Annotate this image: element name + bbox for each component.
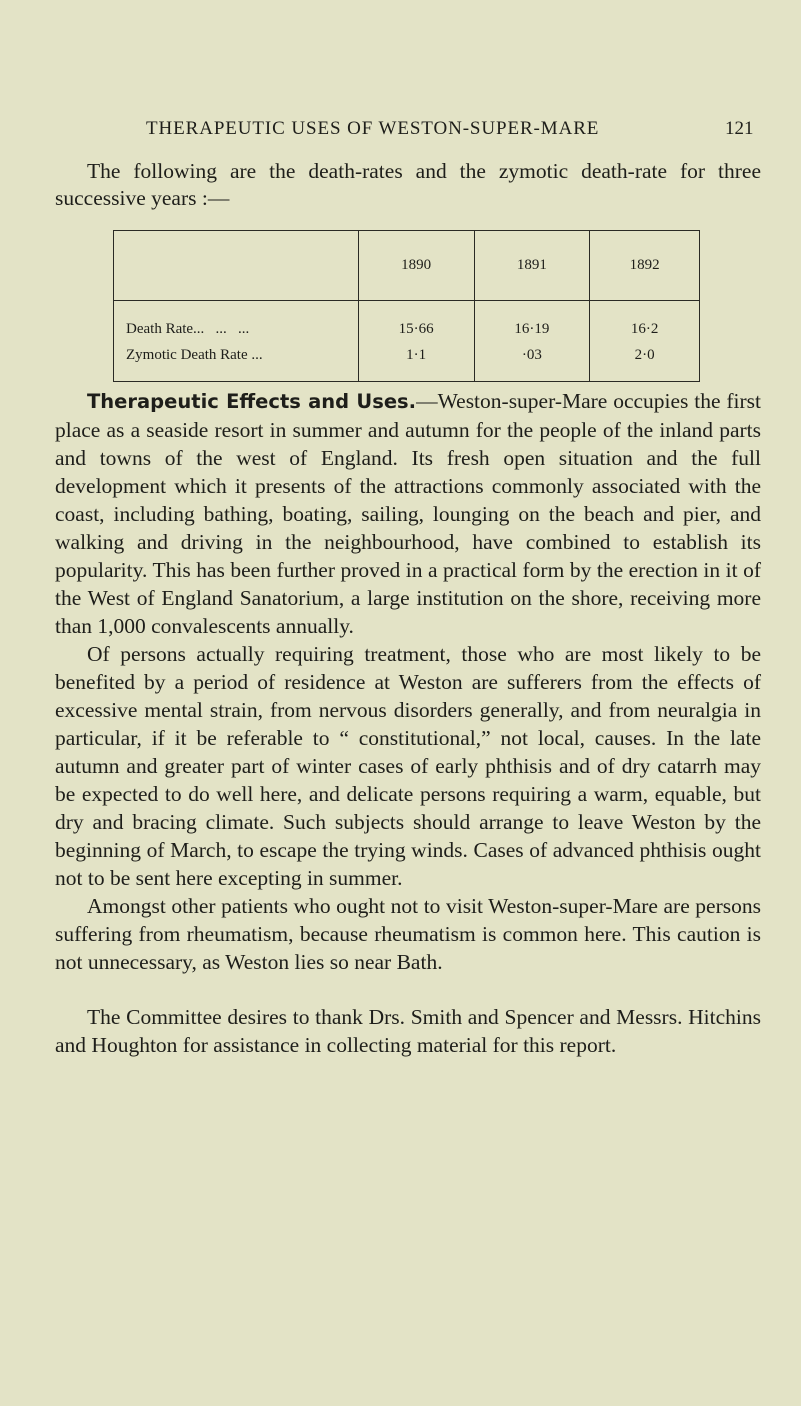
table-cell: 2·0 (590, 347, 700, 381)
column-header: 1891 (474, 231, 590, 301)
row-label: Zymotic Death Rate ... (114, 347, 359, 381)
table-cell: ·03 (474, 347, 590, 381)
death-rate-table (113, 230, 700, 382)
running-title: THERAPEUTIC USES OF WESTON-SUPER-MARE (146, 118, 600, 139)
paragraph-text: —Weston-super-Mare occupies the first place as a seaside resort in summer and autumn for the people of the inland parts and towns of the west of England. Its fresh open situation and the full development which it presents of the attractions commonly associated with the coast, including bathing, boating, sailing, lounging on the beach and pier, and walking and driving in the neighbourhood, have combined to establish its popularity. This has been further proved in a practical form by the erection in it of the West of England Sanatorium, a large institution on the shore, receiving more than 1,000 convalescents annually. (55, 389, 761, 638)
intro-paragraph: The following are the death-rates and the zymotic death-rate for three successive years :— (55, 159, 761, 210)
paragraph: Amongst other patients who ought not to visit Weston-super-Mare are persons suffering from rheumatism, because rheumatism is common here. This caution is not unnecessary, as Weston lies so near Bath. (55, 894, 761, 974)
table-header-row (114, 231, 700, 301)
section-heading: Therapeutic Effects and Uses. (87, 390, 417, 413)
body-text (55, 387, 761, 1059)
column-header: 1890 (358, 231, 474, 301)
row-label: Death Rate... ... ... (114, 301, 359, 347)
column-header: 1892 (590, 231, 700, 301)
table-cell: 1·1 (358, 347, 474, 381)
table-row (114, 301, 700, 347)
closing-paragraph: The Committee desires to thank Drs. Smith and Spencer and Messrs. Hitchins and Houghton for assistance in collecting material for this report. (55, 1005, 761, 1057)
table-row (114, 347, 700, 381)
table-cell: 16·19 (474, 301, 590, 347)
table-cell: 16·2 (590, 301, 700, 347)
table-corner-cell (114, 231, 359, 301)
table-cell: 15·66 (358, 301, 474, 347)
paragraph: Of persons actually requiring treatment, those who are most likely to be benefited by a period of residence at Weston are sufferers from the effects of excessive mental strain, from nervous disorders generally, and from neuralgia in particular, if it be referable to “ constitutional,” not local, causes. In the late autumn and greater part of winter cases of early phthisis and of dry catarrh may be expected to do well here, and delicate persons requiring a warm, equable, but dry and bracing climate. Such subjects should arrange to leave Weston by the beginning of March, to escape the trying winds. Cases of advanced phthisis ought not to be sent here excepting in summer. (55, 642, 761, 890)
paragraph (55, 387, 761, 640)
running-header (0, 118, 801, 148)
page-number: 121 (725, 118, 754, 139)
